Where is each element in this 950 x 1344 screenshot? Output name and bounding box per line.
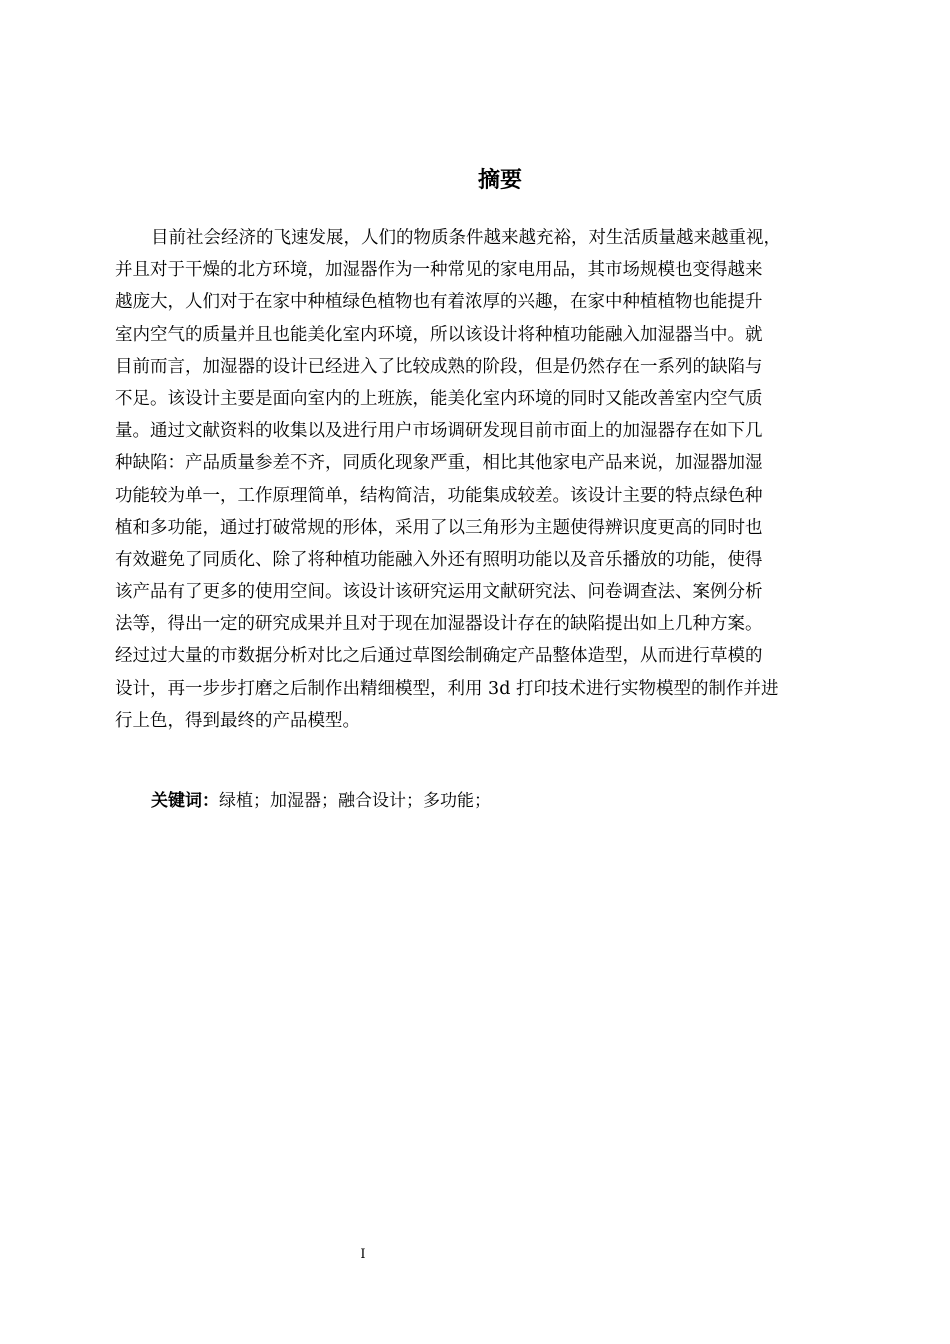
keywords-text: 绿植；加湿器；融合设计；多功能； [219,791,491,811]
abstract-line: 不足。该设计主要是面向室内的上班族，能美化室内环境的同时又能改善室内空气质 [115,388,763,409]
abstract-line: 种缺陷：产品质量参差不齐，同质化现象严重，相比其他家电产品来说，加湿器加湿 [115,453,763,474]
keywords-line [151,789,491,813]
abstract-line: 设计，再一步步打磨之后制作出精细模型，利用 3d 打印技术进行实物模型的制作并进 [115,678,779,699]
abstract-line: 法等，得出一定的研究成果并且对于现在加湿器设计存在的缺陷提出如上几种方案。 [115,614,763,635]
abstract-line: 室内空气的质量并且也能美化室内环境，所以该设计将种植功能融入加湿器当中。就 [115,324,763,345]
page-title: 摘要 [477,168,522,193]
abstract-line: 植和多功能，通过打破常规的形体，采用了以三角形为主题使得辨识度更高的同时也 [115,517,763,538]
abstract-line: 目前社会经济的飞速发展，人们的物质条件越来越充裕，对生活质量越来越重视， [151,228,781,248]
abstract-body [115,222,860,737]
abstract-line: 越庞大，人们对于在家中种植绿色植物也有着浓厚的兴趣，在家中种植植物也能提升 [115,292,763,313]
abstract-line: 并且对于干燥的北方环境，加湿器作为一种常见的家电用品，其市场规模也变得越来 [115,260,763,281]
abstract-line: 量。通过文献资料的收集以及进行用户市场调研发现目前市面上的加湿器存在如下几 [115,421,763,442]
page-number: I [360,1247,366,1262]
abstract-line: 目前而言，加湿器的设计已经进入了比较成熟的阶段，但是仍然存在一系列的缺陷与 [115,356,763,377]
keywords-label: 关键词： [151,791,219,811]
abstract-line: 有效避免了同质化、除了将种植功能融入外还有照明功能以及音乐播放的功能，使得 [115,549,763,570]
abstract-line: 经过过大量的市数据分析对比之后通过草图绘制确定产品整体造型，从而进行草模的 [115,646,763,667]
abstract-line: 行上色，得到最终的产品模型。 [115,710,360,731]
abstract-line: 功能较为单一，工作原理简单，结构简洁，功能集成较差。该设计主要的特点绿色种 [115,485,763,506]
abstract-line: 该产品有了更多的使用空间。该设计该研究运用文献研究法、问卷调查法、案例分析 [115,582,763,603]
